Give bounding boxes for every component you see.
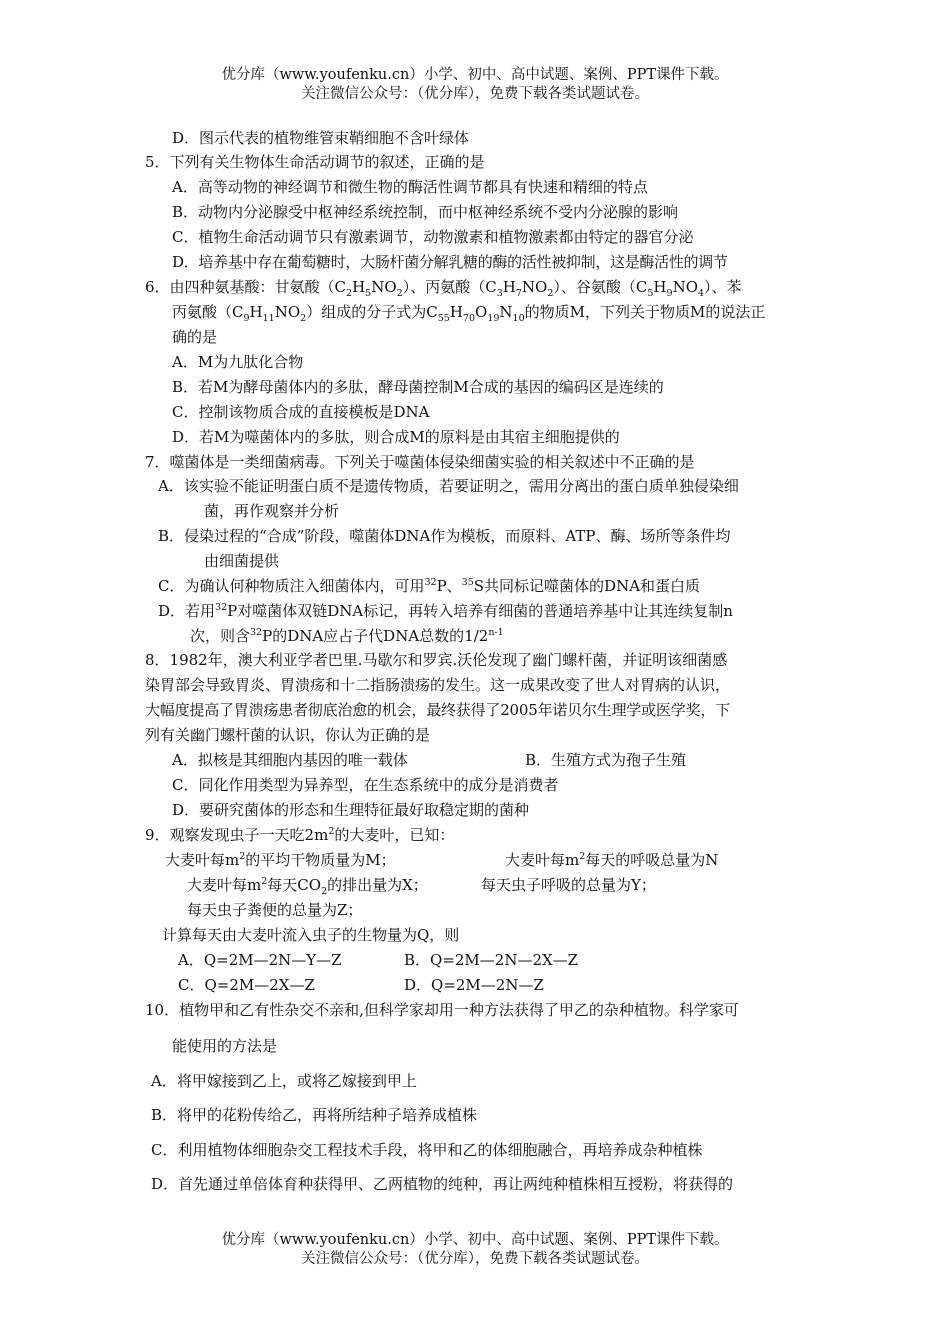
q7-stem: 7．噬菌体是一类细菌病毒。下列关于噬菌体侵染细菌实验的相关叙述中不正确的是 [145,453,695,471]
q8-option-a: A．拟核是其细胞内基因的唯一载体 [172,751,408,769]
q10-stem-line-2: 能使用的方法是 [172,1037,278,1055]
q8-option-c: C．同化作用类型为异养型，在生态系统中的成分是消费者 [172,776,559,794]
q6-option-c: C．控制该物质合成的直接模板是DNA [172,403,430,421]
q7-option-a-line-2: 菌，再作观察并分析 [204,502,340,520]
q8-option-d: D．要研究菌体的形态和生理特征最好取稳定期的菌种 [172,801,530,819]
q10-option-b: B．将甲的花粉传给乙，再将所结种子培养成植株 [151,1106,478,1124]
q8-stem-line-2: 染胃部会导致胃炎、胃溃疡和十二指肠溃疡的发生。这一成果改变了世人对胃病的认识， [145,676,731,694]
q7-option-b-line-2: 由细菌提供 [204,552,280,570]
q9-stem: 9．观察发现虫子一天吃$2m^2$的大麦叶，已知： [145,826,455,844]
q6-stem-line-2: 丙氨酸$(C_9H_{11}NO_2)$组成的分子式为$C_{55}H_{70}O_{19}N_{10}$的物质M，下列关于物质M的说法正 [172,303,766,324]
q5-option-c: C．植物生命活动调节只有激素调节，动物激素和植物激素都由特定的器官分泌 [172,228,694,246]
q10-stem-line-1: 10．植物甲和乙有性杂交不亲和,但科学家却用一种方法获得了甲乙的杂种植物。科学家可 [145,1001,739,1019]
q6-stem-line-3: 确的是 [172,328,218,346]
q6-option-a: A．M为九肽化合物 [172,353,304,371]
q9-condition-3: 大麦叶每$m^2$每天$CO_2$的排出量为X； [187,876,428,897]
q7-option-c: C．为确认何种物质注入细菌体内，可用$^{32}$P、$^{35}$S共同标记噬菌体的DNA和蛋白质 [158,577,701,595]
q5-option-d: D．培养基中存在葡萄糖时，大肠杆菌分解乳糖的酶的活性被抑制，这是酶活性的调节 [172,253,728,271]
q5-option-b: B．动物内分泌腺受中枢神经系统控制，而中枢神经系统不受内分泌腺的影响 [172,203,679,221]
q9-option-d: D．Q=2M—2N—Z [404,976,544,994]
q8-stem-line-1: 8．1982年，澳大利亚学者巴里.马歇尔和罗宾.沃伦发现了幽门螺杆菌，并证明该细菌感 [145,651,728,669]
q6-stem-line-1: 6．由四种氨基酸：甘氨酸$(C_2H_5NO_2)$、丙氨酸$(C_3H_7NO_2)$、谷氨酸$(C_5H_9NO_4)$、苯 [145,278,742,299]
q7-option-d-line-2: 次，则含$^{32}$P的DNA应占子代DNA总数的1/2$^{n-1}$ [190,627,504,645]
q7-option-a-line-1: A．该实验不能证明蛋白质不是遗传物质，若要证明之，需用分离出的蛋白质单独侵染细 [158,477,739,495]
q8-stem-line-3: 大幅度提高了胃溃疡患者彻底治愈的机会，最终获得了2005年诺贝尔生理学或医学奖，下 [145,701,730,719]
q10-option-c: C．利用植物体细胞杂交工程技术手段，将甲和乙的体细胞融合，再培养成杂种植株 [151,1141,703,1159]
header-line-1: 优分库（www.youfenku.cn）小学、初中、高中试题、案例、PPT课件下载。 [221,67,729,83]
footer-line-2: 关注微信公众号：（优分库），免费下载各类试题试卷。 [301,1251,649,1267]
q9-condition-5: 每天虫子粪便的总量为Z； [187,901,363,919]
q6-option-b: B．若M为酵母菌体内的多肽，酵母菌控制M合成的基因的编码区是连续的 [172,378,664,396]
q9-condition-1: 大麦叶每$m^2$的平均干物质量为M； [165,851,396,869]
q8-stem-line-4: 列有关幽门螺杆菌的认识，你认为正确的是 [145,726,431,744]
header-line-2: 关注微信公众号：（优分库），免费下载各类试题试卷。 [301,86,649,102]
q6-option-d: D．若M为噬菌体内的多肽，则合成M的原料是由其宿主细胞提供的 [172,428,620,446]
q8-option-b: B．生殖方式为孢子生殖 [525,751,687,769]
q4-option-d: D．图示代表的植物维管束鞘细胞不含叶绿体 [172,129,470,147]
q9-question: 计算每天由大麦叶流入虫子的生物量为Q，则 [162,926,460,944]
q9-option-b: B．Q=2M—2N—2X—Z [404,951,579,969]
q9-condition-4: 每天虫子呼吸的总量为Y； [481,876,656,894]
q9-option-a: A．Q=2M—2N—Y—Z [178,951,342,969]
q9-option-c: C．Q=2M—2X—Z [178,976,315,994]
q10-option-d: D．首先通过单倍体育种获得甲、乙两植物的纯种，再让两纯种植株相互授粉，将获得的 [151,1175,734,1193]
q5-stem: 5．下列有关生物体生命活动调节的叙述，正确的是 [145,153,485,171]
q10-option-a: A．将甲嫁接到乙上，或将乙嫁接到甲上 [151,1072,417,1090]
footer-line-1: 优分库（www.youfenku.cn）小学、初中、高中试题、案例、PPT课件下载。 [221,1232,729,1248]
q9-condition-2: 大麦叶每$m^2$每天的呼吸总量为N [505,851,719,869]
q7-option-d-line-1: D．若用$^{32}$P对噬菌体双链DNA标记，再转入培养有细菌的普通培养基中让其连续复制n [158,602,733,620]
q5-option-a: A．高等动物的神经调节和微生物的酶活性调节都具有快速和精细的特点 [172,178,648,196]
q7-option-b-line-1: B．侵染过程的“合成”阶段，噬菌体DNA作为模板，而原料、ATP、酶、场所等条件均 [158,527,731,545]
